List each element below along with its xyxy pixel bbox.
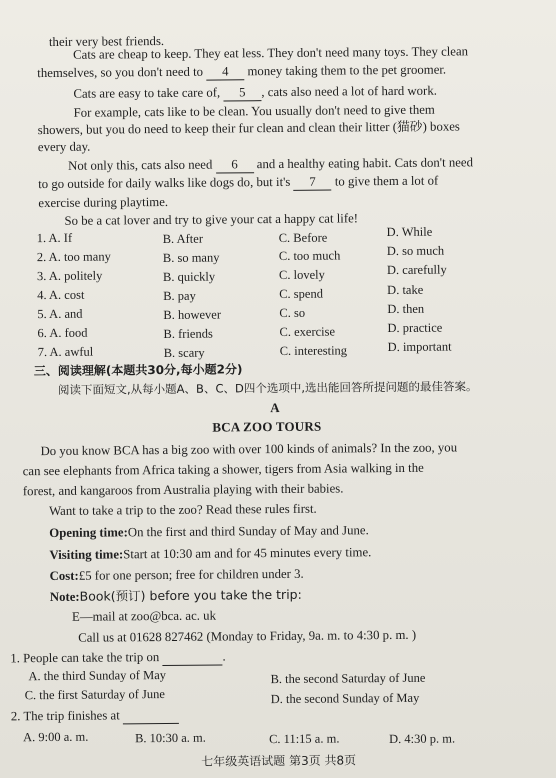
question-option[interactable]: B. the second Saturday of June [270,670,426,687]
blank-6[interactable]: 6 [215,156,253,173]
choice-option[interactable]: 3. A. politely [36,268,103,284]
blank-7[interactable]: 7 [294,174,332,191]
passage-line: their very best friends. [48,33,165,49]
choice-option[interactable]: B. scary [163,345,205,360]
section-heading: 三、阅读理解(本题共30分,每小题2分) [33,362,243,379]
choice-option[interactable]: C. lovely [278,267,325,282]
choice-option[interactable]: C. Before [278,230,328,245]
choice-option[interactable]: 4. A. cost [37,287,85,303]
choice-option[interactable]: C. spend [279,286,323,301]
choice-option[interactable]: C. interesting [279,343,348,358]
choice-option[interactable]: C. too much [278,248,341,263]
question-option[interactable]: D. 4:30 p. m. [388,731,456,747]
choice-option[interactable]: B. After [162,231,204,247]
reading-line: Do you know BCA has a big zoo with over 100 kinds of animals? In the zoo, you [40,440,458,459]
choice-option[interactable]: D. important [387,339,452,355]
question-2: 2. The trip finishes at [11,707,179,725]
choice-option[interactable]: C. so [279,305,306,320]
choice-option[interactable]: C. exercise [279,324,336,339]
rule-visiting: Visiting time:Start at 10:30 am and for 45 minutes every time. [49,545,372,563]
choice-option[interactable]: 5. A. and [37,306,83,322]
choice-option[interactable]: D. then [387,301,425,317]
passage-line: themselves, so you don't need to 4 money taking them to the pet groomer. [37,62,447,81]
choice-option[interactable]: B. quickly [162,269,216,284]
question-option[interactable]: C. the first Saturday of June [24,686,165,703]
rule-note: Note:Book(预订) before you take the trip: [49,586,302,604]
answer-blank[interactable] [162,648,222,666]
choice-option[interactable]: 7. A. awful [37,344,94,360]
rule-opening: Opening time:On the first and third Sunday of May and June. [49,523,369,541]
passage-line: exercise during playtime. [38,194,169,211]
reading-line: can see elephants from Africa taking a shower, tigers from Asia walking in the [22,460,424,479]
passage-line: Cats are cheap to keep. They eat less. They don't need many toys. They clean [73,44,469,62]
choice-option[interactable]: D. so much [386,243,445,259]
question-1: 1. People can take the trip on . [10,649,226,666]
choice-option[interactable]: D. practice [387,320,443,336]
choice-option[interactable]: B. so many [162,250,220,265]
question-option[interactable]: C. 11:15 a. m. [268,731,340,747]
choice-option[interactable]: B. however [163,307,222,322]
choice-option[interactable]: D. While [386,224,433,240]
choice-option[interactable]: 6. A. food [37,325,88,341]
question-option[interactable]: A. the third Sunday of May [28,667,167,684]
section-instruction: 阅读下面短文,从每小题A、B、C、D四个选项中,选出能回答所提问题的最佳答案。 [57,379,478,397]
blank-5[interactable]: 5 [223,84,261,101]
page-footer: 七年级英语试题 第3页 共8页 [201,753,357,769]
passage-line: Not only this, cats also need 6 and a healthy eating habit. Cats don't need [67,155,474,173]
choice-option[interactable]: 1. A. If [36,230,73,246]
question-option[interactable]: D. the second Sunday of May [270,690,420,707]
reading-line: Want to take a trip to the zoo? Read these rules first. [48,501,317,519]
contact-email: E—mail at zoo@bca. ac. uk [71,608,217,624]
choice-option[interactable]: B. pay [163,288,196,303]
contact-phone: Call us at 01628 827462 (Monday to Friday, 9a. m. to 4:30 p. m. ) [78,627,417,645]
passage-line: to go outside for daily walks like dogs do, but it's 7 to give them a lot of [38,173,439,192]
choice-option[interactable]: 2. A. too many [36,249,111,265]
passage-line: Cats are easy to take care of, 5 , cats also need a lot of hard work. [73,83,437,101]
passage-label: A [270,399,280,416]
passage-line: every day. [37,139,91,155]
passage-title: BCA ZOO TOURS [212,418,322,435]
choice-option[interactable]: B. friends [163,326,213,341]
question-option[interactable]: B. 10:30 a. m. [134,730,206,746]
passage-line: For example, cats like to be clean. You usually don't need to give them [73,102,435,120]
reading-line: forest, and kangaroos from Australia playing with their babies. [22,481,344,499]
blank-4[interactable]: 4 [206,63,244,80]
passage-line: showers, but you do need to keep their fur clean and clean their litter (猫砂) boxes [37,119,460,138]
choice-option[interactable]: D. take [387,282,424,298]
passage-line: So be a cat lover and try to give your cat a happy cat life! [64,211,359,228]
answer-blank[interactable] [123,707,179,724]
question-option[interactable]: A. 9:00 a. m. [22,729,89,745]
rule-cost: Cost:£5 for one person; free for children under 3. [49,566,304,583]
choice-option[interactable]: D. carefully [386,262,447,278]
